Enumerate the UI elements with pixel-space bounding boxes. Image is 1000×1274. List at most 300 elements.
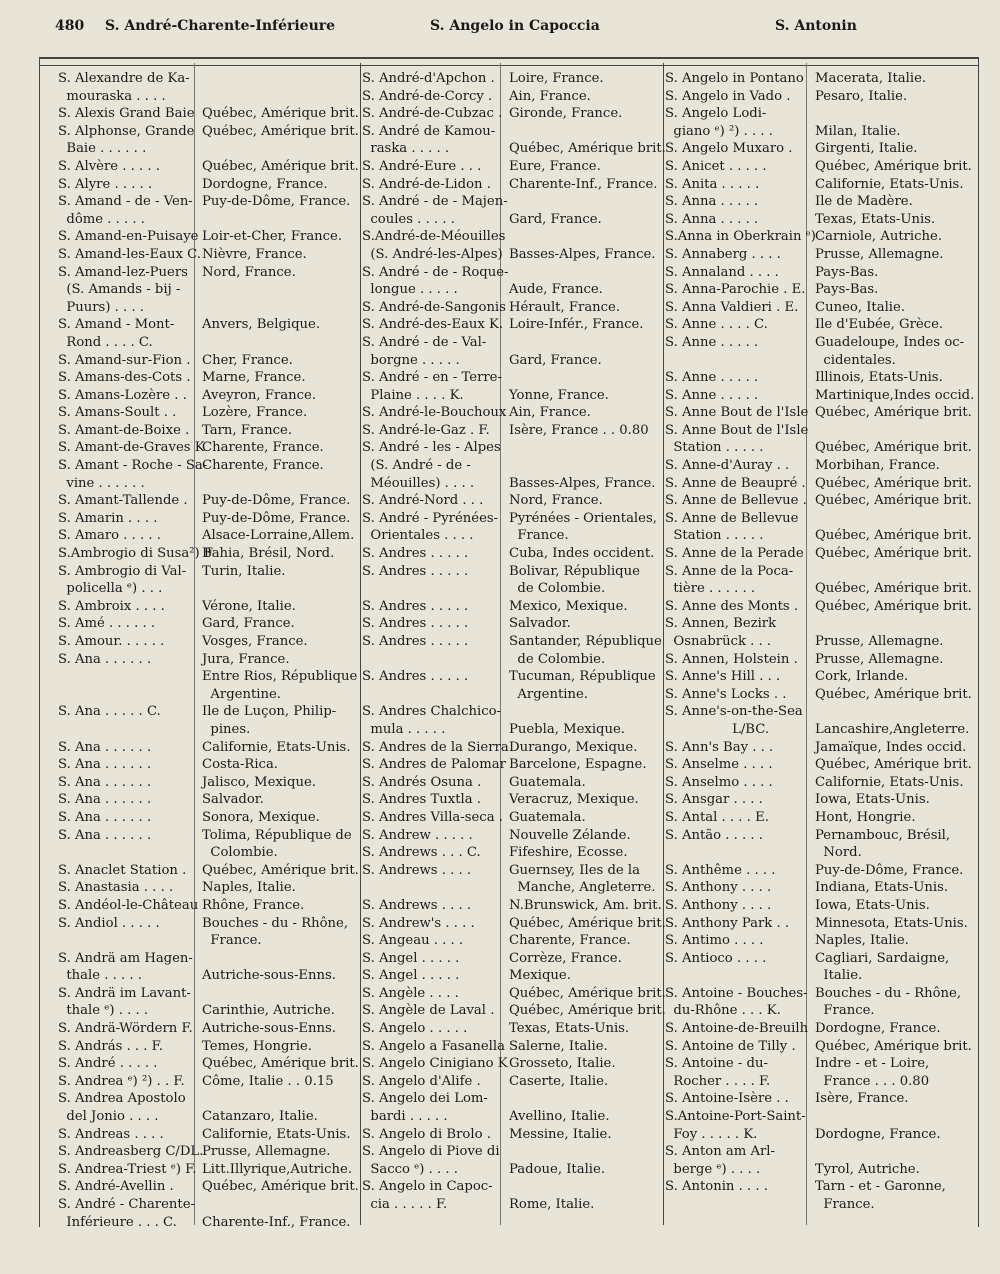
entry-location: Pyrénées - Orientales, xyxy=(509,510,657,526)
entry-location: Québec, Amérique brit. xyxy=(815,475,972,491)
entry-location: Ile de Luçon, Philip- xyxy=(202,704,337,720)
entry-location: Salvador. xyxy=(509,616,571,632)
entry-location: Puy-de-Dôme, France. xyxy=(815,862,964,878)
entry-name: S. André-Eure . . . xyxy=(362,158,482,174)
gazetteer-entry xyxy=(362,334,664,352)
entry-name: S. Anaclet Station . xyxy=(58,862,187,878)
entry-location: Rhône, France. xyxy=(202,897,305,913)
gazetteer-entry xyxy=(362,827,664,845)
header-center: S. Angelo in Capoccia xyxy=(430,18,600,34)
entry-location: Catanzaro, Italie. xyxy=(202,1109,318,1125)
entry-name: S. Andres . . . . . xyxy=(362,616,469,632)
gazetteer-entry xyxy=(362,1126,664,1144)
gazetteer-entry xyxy=(665,915,975,933)
entry-name: policella ᵉ) . . . xyxy=(58,581,163,597)
entry-name: S. Anastasia . . . . xyxy=(58,880,174,896)
entry-name: S. Andres Villa-seca . xyxy=(362,809,503,825)
gazetteer-entry xyxy=(665,1073,975,1091)
gazetteer-entry xyxy=(58,88,360,106)
entry-name xyxy=(665,844,809,862)
entry-name: L/BC. xyxy=(665,721,770,737)
entry-location: Québec, Amérique brit. xyxy=(815,757,972,773)
entry-name xyxy=(362,879,503,897)
gazetteer-entry xyxy=(665,1196,975,1214)
entry-location: Mexico, Mexique. xyxy=(509,598,628,614)
entry-location: Sonora, Mexique. xyxy=(202,809,320,825)
gazetteer-entry xyxy=(58,563,360,581)
entry-location: Rome, Italie. xyxy=(509,1197,595,1212)
entry-location: Prusse, Allemagne. xyxy=(815,246,944,262)
entry-location: Gard, France. xyxy=(509,211,602,227)
entry-name: S. Andrä-Wördern F. xyxy=(58,1021,193,1037)
entry-location: Dordogne, France. xyxy=(815,1021,941,1037)
gazetteer-entry xyxy=(362,1178,664,1196)
entry-name: S. Angeau . . . . xyxy=(362,933,464,949)
entry-name: S. Ana . . . . . . xyxy=(58,651,152,667)
gazetteer-entry xyxy=(665,369,975,387)
entry-location: Carniole, Autriche. xyxy=(815,229,943,245)
entry-location: Pernambouc, Brésil, xyxy=(815,827,951,843)
entry-name: S. Amand - de - Ven- xyxy=(58,194,193,210)
entry-location: Cher, France. xyxy=(202,352,293,368)
entry-location: Guatemala. xyxy=(509,809,586,825)
entry-location xyxy=(503,457,509,475)
entry-name: S. Andrews . . . . xyxy=(362,862,472,878)
gazetteer-entry xyxy=(58,897,360,915)
entry-location: Vérone, Italie. xyxy=(202,598,296,614)
entry-name: S. Ansgar . . . . xyxy=(665,792,763,808)
entry-location: Jura, France. xyxy=(202,651,290,667)
gazetteer-entry xyxy=(58,1108,360,1126)
entry-name: S. André-des-Eaux K. xyxy=(362,317,504,333)
gazetteer-entry xyxy=(58,739,360,757)
gazetteer-entry xyxy=(58,1038,360,1056)
gazetteer-entry xyxy=(665,264,975,282)
entry-name: Station . . . . . xyxy=(665,440,764,456)
gazetteer-entry xyxy=(362,211,664,229)
entry-name: S. Angelo dei Lom- xyxy=(362,1091,488,1107)
entry-location: Gard, France. xyxy=(202,616,295,632)
entry-location: Yonne, France. xyxy=(509,387,609,403)
gazetteer-entry xyxy=(362,809,664,827)
entry-location: Aude, France. xyxy=(509,282,603,298)
entry-location: France . . . 0.80 xyxy=(815,1073,930,1089)
entry-name: S. Amant-Tallende . xyxy=(58,493,188,509)
gazetteer-entry xyxy=(58,1161,360,1179)
entry-location: Bolivar, République xyxy=(509,563,640,579)
entry-location: Bouches - du - Rhône, xyxy=(815,985,962,1001)
entry-name: S. Antoine - du- xyxy=(665,1056,768,1072)
gazetteer-entry xyxy=(58,844,360,862)
entry-location: Tarn, France. xyxy=(202,422,293,438)
entry-name: S. Antão . . . . . xyxy=(665,827,763,843)
entry-name: S. Anthony . . . . xyxy=(665,880,772,896)
entry-name: S. Andrea ᵉ) ²) . . F. xyxy=(58,1073,185,1089)
entry-location: France. xyxy=(202,933,262,949)
gazetteer-entry xyxy=(665,897,975,915)
entry-name: S. Andres . . . . . xyxy=(362,598,469,614)
entry-location: Minnesota, Etats-Unis. xyxy=(815,915,968,931)
entry-location xyxy=(503,123,509,141)
gazetteer-entry xyxy=(362,105,664,123)
entry-name xyxy=(58,668,196,686)
entry-name: cia . . . . . F. xyxy=(362,1197,448,1212)
entry-location: Salvador. xyxy=(202,792,264,808)
entry-name: S. Angelo Lodi- xyxy=(665,106,767,122)
entry-name: S. Andiol . . . . . xyxy=(58,915,160,931)
entry-name xyxy=(58,932,196,950)
entry-name: S. Andres de Palomar xyxy=(362,757,506,773)
gazetteer-entry xyxy=(665,1090,975,1108)
entry-name: Rocher . . . . F. xyxy=(665,1073,771,1089)
entry-name: S. Alyre . . . . . xyxy=(58,176,153,192)
gazetteer-entry xyxy=(58,1073,360,1091)
gazetteer-entry xyxy=(362,228,664,246)
entry-location xyxy=(196,281,202,299)
gazetteer-entry xyxy=(58,1055,360,1073)
entry-location: Québec, Amérique brit. xyxy=(815,158,972,174)
gazetteer-entry xyxy=(58,721,360,739)
gazetteer-entry xyxy=(362,615,664,633)
entry-location: Autriche-sous-Enns. xyxy=(202,968,336,984)
gazetteer-entry xyxy=(362,369,664,387)
entry-name: S. Andres . . . . . xyxy=(362,563,469,579)
page-number: 480 xyxy=(55,18,85,34)
entry-name: S. Andres . . . . . xyxy=(362,634,469,649)
gazetteer-entry xyxy=(58,615,360,633)
entry-name: S. Ana . . . . . . xyxy=(58,792,152,808)
gazetteer-entry xyxy=(362,475,664,493)
entry-location: Basses-Alpes, France. xyxy=(509,475,656,491)
gazetteer-entry xyxy=(362,932,664,950)
entry-name: S. Anne's Locks . . xyxy=(665,686,787,702)
entry-name: S. Angelo in Vado . xyxy=(665,88,791,104)
entry-name: S. Andrea-Triest ᵉ) F. xyxy=(58,1161,197,1177)
entry-location: Nièvre, France. xyxy=(202,246,307,262)
entry-location: Tucuman, République xyxy=(509,669,656,685)
entry-location: Québec, Amérique brit. xyxy=(202,862,359,878)
entry-name: S. Anne's Hill . . . xyxy=(665,669,781,685)
entry-name: S. Ambroix . . . . xyxy=(58,598,165,614)
entry-location: Charente, France. xyxy=(509,933,631,949)
entry-name: longue . . . . . xyxy=(362,282,458,298)
gazetteer-entry xyxy=(58,809,360,827)
entry-name: S. Annaberg . . . . xyxy=(665,246,781,262)
entry-location: Avellino, Italie. xyxy=(509,1109,610,1125)
entry-name: du-Rhône . . . K. xyxy=(665,1003,781,1019)
entry-location: Salerne, Italie. xyxy=(509,1038,608,1054)
gazetteer-entry xyxy=(665,739,975,757)
entry-location: Tarn - et - Garonne, xyxy=(815,1179,946,1195)
entry-name: bardi . . . . . xyxy=(362,1109,448,1125)
entry-name xyxy=(362,580,503,598)
entry-location xyxy=(809,510,815,528)
entry-location: Manche, Angleterre. xyxy=(509,880,656,896)
entry-location: Aveyron, France. xyxy=(202,387,317,403)
entry-location: France. xyxy=(815,1003,875,1019)
entry-location: Californie, Etats-Unis. xyxy=(202,739,351,755)
gazetteer-entry xyxy=(362,791,664,809)
gazetteer-entry xyxy=(665,563,975,581)
entry-location: Québec, Amérique brit. xyxy=(815,581,972,597)
gazetteer-entry xyxy=(665,932,975,950)
gazetteer-entry xyxy=(362,967,664,985)
entry-name: thale ᵉ) . . . . xyxy=(58,1003,149,1019)
gazetteer-entry xyxy=(665,1002,975,1020)
entry-location: Québec, Amérique brit. xyxy=(815,1038,972,1054)
entry-name: S. Antoine-Isère . . xyxy=(665,1091,789,1107)
entry-location xyxy=(503,228,509,246)
entry-location: Californie, Etats-Unis. xyxy=(202,1126,351,1142)
entry-location xyxy=(809,703,815,721)
gazetteer-entry xyxy=(58,352,360,370)
gazetteer-entry xyxy=(58,932,360,950)
entry-location: Durango, Mexique. xyxy=(509,739,638,755)
entry-location: Ile de Madère. xyxy=(815,194,913,210)
entry-location: Puy-de-Dôme, France. xyxy=(202,194,351,210)
entry-location xyxy=(809,615,815,633)
entry-name: S.Anna in Oberkrain ᵉ) xyxy=(665,229,816,245)
gazetteer-entry xyxy=(665,299,975,317)
entry-location: Padoue, Italie. xyxy=(509,1161,606,1177)
entry-name: Plaine . . . . K. xyxy=(362,387,464,403)
entry-name: S. Anselme . . . . xyxy=(665,757,773,773)
gazetteer-entry xyxy=(58,1196,360,1214)
gazetteer-entry xyxy=(362,527,664,545)
entry-location xyxy=(196,1090,202,1108)
entry-location: Californie, Etats-Unis. xyxy=(815,774,964,790)
entry-location xyxy=(196,211,202,229)
entry-location xyxy=(503,439,509,457)
entry-name: S.André-de-Méouilles xyxy=(362,229,506,245)
entry-name: S. Amand-les-Eaux C. xyxy=(58,246,201,262)
gazetteer-entry xyxy=(58,1002,360,1020)
entry-name: S. Amans-Lozère . . xyxy=(58,387,187,403)
entry-name: S. Anne de la Perade xyxy=(665,546,804,562)
entry-location: Carinthie, Autriche. xyxy=(202,1003,335,1019)
entry-name xyxy=(58,686,196,704)
entry-name: S. Anthony Park . . xyxy=(665,915,790,931)
entry-location: Puy-de-Dôme, France. xyxy=(202,510,351,526)
entry-location: Corrèze, France. xyxy=(509,950,622,966)
gazetteer-entry xyxy=(58,492,360,510)
entry-location: Texas, Etats-Unis. xyxy=(815,211,936,227)
entry-name: S. Amand-lez-Puers xyxy=(58,264,188,280)
entry-location: Nord, France. xyxy=(509,493,603,509)
entry-location: Basses-Alpes, France. xyxy=(509,246,656,262)
entry-name xyxy=(665,1196,809,1214)
gazetteer-entry xyxy=(58,598,360,616)
entry-location: Texas, Etats-Unis. xyxy=(509,1021,630,1037)
entry-name: S. Ana . . . . . . xyxy=(58,774,152,790)
gazetteer-entry xyxy=(58,334,360,352)
gazetteer-entry xyxy=(58,404,360,422)
entry-location xyxy=(196,950,202,968)
gazetteer-entry xyxy=(362,123,664,141)
entry-name: S. Anselmo . . . . xyxy=(665,774,773,790)
gazetteer-entry xyxy=(665,193,975,211)
entry-location: Loir-et-Cher, France. xyxy=(202,229,343,245)
entry-location: Jalisco, Mexique. xyxy=(202,774,316,790)
entry-name: S. Angelo in Capoc- xyxy=(362,1179,493,1195)
gazetteer-entry xyxy=(58,457,360,475)
entry-location: Autriche-sous-Enns. xyxy=(202,1021,336,1037)
entry-name: (S. Amands - bij - xyxy=(58,282,181,298)
entry-location: Pesaro, Italie. xyxy=(815,88,908,104)
entry-location xyxy=(503,264,509,282)
gazetteer-entry xyxy=(665,651,975,669)
entry-name: S. Angelo in Pontano xyxy=(665,71,804,86)
entry-location: Québec, Amérique brit. xyxy=(815,493,972,509)
entry-name: S. Ambrogio di Val- xyxy=(58,563,187,579)
gazetteer-entry xyxy=(665,70,975,88)
entry-name: tière . . . . . . xyxy=(665,581,756,597)
gazetteer-entry xyxy=(665,686,975,704)
entry-location: Charente-Inf., France. xyxy=(202,1214,351,1230)
entry-location: Californie, Etats-Unis. xyxy=(815,176,964,192)
entry-name: S. Anna-Parochie . E. xyxy=(665,282,806,298)
gazetteer-entry xyxy=(362,140,664,158)
gazetteer-entry xyxy=(665,246,975,264)
gazetteer-entry xyxy=(58,756,360,774)
entry-name xyxy=(58,844,196,862)
entry-name: S. Antoine-de-Breuilh xyxy=(665,1021,809,1037)
entry-name: S.Ambrogio di Susa²) F xyxy=(58,546,214,562)
gazetteer-entry xyxy=(362,88,664,106)
entry-name xyxy=(665,967,809,985)
gazetteer-entry xyxy=(665,352,975,370)
entry-location xyxy=(196,334,202,352)
entry-location: Costa-Rica. xyxy=(202,757,279,773)
entry-name: del Jonio . . . . xyxy=(58,1109,159,1125)
entry-location: Caserte, Italie. xyxy=(509,1073,609,1089)
gazetteer-entry xyxy=(665,316,975,334)
entry-location: N.Brunswick, Am. brit. xyxy=(509,897,662,913)
entry-location: Puebla, Mexique. xyxy=(509,721,625,737)
entry-name: S. Amant - Roche - Sa- xyxy=(58,458,208,474)
gazetteer-entry xyxy=(58,264,360,282)
gazetteer-entry xyxy=(362,422,664,440)
gazetteer-entry xyxy=(58,774,360,792)
entry-name: S. Angel . . . . . xyxy=(362,950,460,966)
entry-location: Prusse, Allemagne. xyxy=(815,651,944,667)
gazetteer-entry xyxy=(362,1161,664,1179)
gazetteer-entry xyxy=(362,352,664,370)
entry-name: mouraska . . . . xyxy=(58,88,166,104)
entry-name: S. Andres Tuxtla . xyxy=(362,792,481,808)
gazetteer-entry xyxy=(58,369,360,387)
gazetteer-entry xyxy=(362,1055,664,1073)
entry-location xyxy=(503,193,509,211)
gazetteer-entry xyxy=(362,1038,664,1056)
entry-name: S. Angelo . . . . . xyxy=(362,1021,468,1037)
entry-name: S. Anne's-on-the-Sea xyxy=(665,704,803,720)
gazetteer-entry xyxy=(362,246,664,264)
entry-location: Pays-Bas. xyxy=(815,282,879,298)
gazetteer-entry xyxy=(665,862,975,880)
entry-name: S. Anthony . . . . xyxy=(665,897,772,913)
entry-name: mula . . . . . xyxy=(362,721,446,737)
entry-name: S. Annaland . . . . xyxy=(665,264,779,280)
entry-location: Litt.Illyrique,Autriche. xyxy=(202,1161,353,1177)
entry-name: S. Antoine - Bouches- xyxy=(665,985,808,1001)
entry-name: dôme . . . . . xyxy=(58,211,145,227)
entry-name: S. Angèle . . . . xyxy=(362,985,459,1001)
gazetteer-entry xyxy=(58,985,360,1003)
entry-location: Bouches - du - Rhône, xyxy=(202,915,349,931)
gazetteer-entry xyxy=(362,404,664,422)
entry-name: S. Andres Chalchico- xyxy=(362,704,502,720)
gazetteer-entry xyxy=(58,967,360,985)
entry-location: Cagliari, Sardaigne, xyxy=(815,950,950,966)
entry-location xyxy=(503,334,509,352)
gazetteer-entry xyxy=(58,158,360,176)
gazetteer-entry xyxy=(362,387,664,405)
gazetteer-entry xyxy=(665,967,975,985)
entry-name: S. Andrea Apostolo xyxy=(58,1091,186,1107)
gazetteer-entry xyxy=(58,1126,360,1144)
entry-name: S. Anicet . . . . . xyxy=(665,158,767,174)
entry-name: S. Angelo di Piove di xyxy=(362,1144,500,1160)
entry-location xyxy=(809,105,815,123)
gazetteer-entry xyxy=(362,651,664,669)
entry-name: S. Ann's Bay . . . xyxy=(665,739,774,755)
entry-location: Guadeloupe, Indes oc- xyxy=(815,334,965,350)
entry-location: de Colombie. xyxy=(509,581,606,597)
gazetteer-entry xyxy=(665,985,975,1003)
gazetteer-entry xyxy=(362,281,664,299)
entry-location: Nord, France. xyxy=(202,264,296,280)
entry-location: Marne, France. xyxy=(202,370,306,386)
gazetteer-entry xyxy=(362,264,664,282)
gazetteer-entry xyxy=(58,879,360,897)
column-divider xyxy=(360,63,361,1225)
gazetteer-entry xyxy=(665,598,975,616)
entry-location: Iowa, Etats-Unis. xyxy=(815,897,930,913)
gazetteer-entry xyxy=(58,915,360,933)
entry-name: S. André-de-Cubzac . xyxy=(362,106,503,122)
entry-location xyxy=(196,88,202,106)
gazetteer-entry xyxy=(362,879,664,897)
gazetteer-entry xyxy=(58,1143,360,1161)
entry-name: Baie . . . . . . xyxy=(58,141,147,157)
gazetteer-entry xyxy=(665,387,975,405)
gazetteer-entry xyxy=(58,827,360,845)
gazetteer-entry xyxy=(665,545,975,563)
entry-name: S. Alphonse, Grande xyxy=(58,123,195,139)
entry-name: S. Amant-de-Graves K xyxy=(58,440,205,456)
entry-location: Dordogne, France. xyxy=(202,176,328,192)
entry-name: S. André - en - Terre- xyxy=(362,370,502,386)
entry-location: Québec, Amérique brit. xyxy=(202,123,359,139)
gazetteer-entry xyxy=(665,615,975,633)
entry-name: S. Andrä am Hagen- xyxy=(58,950,193,966)
entry-name: S. Anna . . . . . xyxy=(665,194,759,210)
gazetteer-entry xyxy=(665,580,975,598)
gazetteer-entry xyxy=(58,193,360,211)
gazetteer-entry xyxy=(58,422,360,440)
entry-location xyxy=(196,475,202,493)
entry-name: S. Andres . . . . . xyxy=(362,546,469,562)
entry-location: de Colombie. xyxy=(509,651,606,667)
entry-name: coules . . . . . xyxy=(362,211,455,227)
entry-location: Messine, Italie. xyxy=(509,1126,612,1142)
entry-location: Québec, Amérique brit. xyxy=(815,440,972,456)
entry-name: S. Angelo Cinigiano K xyxy=(362,1056,508,1072)
entry-name: S. André - Charente- xyxy=(58,1197,195,1212)
entry-location: Ile d'Eubée, Grèce. xyxy=(815,317,944,333)
entry-name: S. Angelo di Brolo . xyxy=(362,1126,491,1142)
